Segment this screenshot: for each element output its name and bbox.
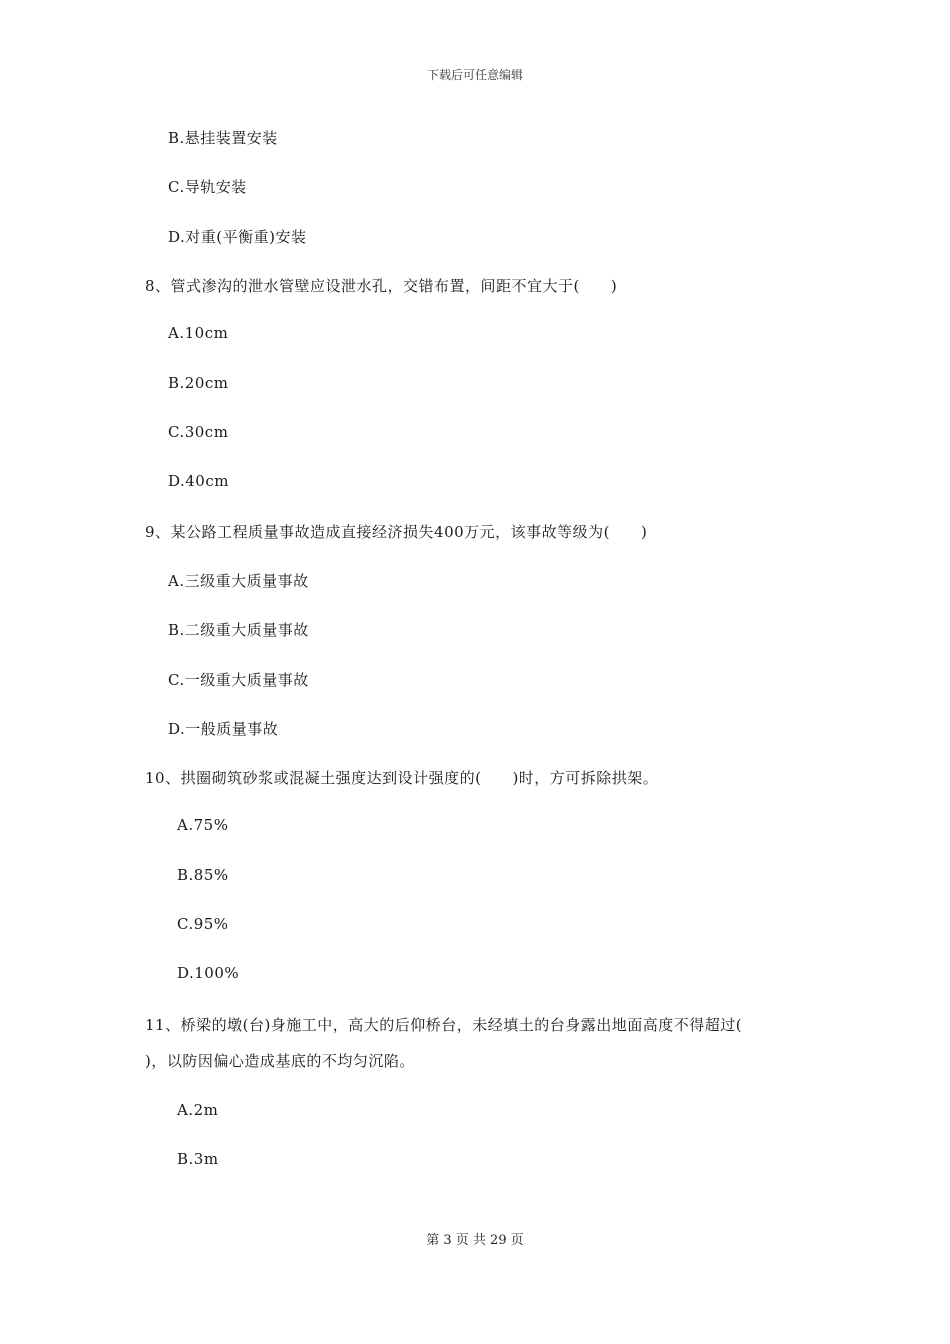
q10-option-a: A.75% xyxy=(177,816,229,834)
q9-option-d: D.一般质量事故 xyxy=(168,720,279,738)
q8-option-c: C.30cm xyxy=(168,423,229,441)
q10-option-d: D.100% xyxy=(177,964,240,982)
question-10-stem: 10、拱圈砌筑砂浆或混凝土强度达到设计强度的( )时，方可拆除拱架。 xyxy=(145,769,659,787)
option-d-prev: D.对重(平衡重)安装 xyxy=(168,228,307,246)
question-8-stem: 8、管式渗沟的泄水管壁应设泄水孔，交错布置，间距不宜大于( ) xyxy=(145,277,618,295)
q10-option-b: B.85% xyxy=(177,866,229,884)
q11-option-a: A.2m xyxy=(177,1101,219,1119)
page-header: 下载后可任意编辑 xyxy=(426,68,523,82)
q11-option-b: B.3m xyxy=(177,1150,219,1168)
page-footer: 第 3 页 共 29 页 xyxy=(426,1233,524,1248)
q8-option-d: D.40cm xyxy=(168,472,229,490)
option-b-prev: B.悬挂装置安装 xyxy=(168,129,278,147)
question-11-stem-line2: )，以防因偏心造成基底的不均匀沉陷。 xyxy=(145,1052,415,1070)
q9-option-b: B.二级重大质量事故 xyxy=(168,621,309,639)
question-11-stem-line1: 11、桥梁的墩(台)身施工中，高大的后仰桥台，未经填土的台身露出地面高度不得超过( xyxy=(145,1016,743,1034)
q8-option-b: B.20cm xyxy=(168,374,229,392)
q9-option-c: C.一级重大质量事故 xyxy=(168,671,309,689)
q10-option-c: C.95% xyxy=(177,915,229,933)
question-9-stem: 9、某公路工程质量事故造成直接经济损失400万元，该事故等级为( ) xyxy=(145,523,648,541)
option-c-prev: C.导轨安装 xyxy=(168,178,247,196)
q9-option-a: A.三级重大质量事故 xyxy=(168,572,309,590)
q8-option-a: A.10cm xyxy=(168,324,229,342)
